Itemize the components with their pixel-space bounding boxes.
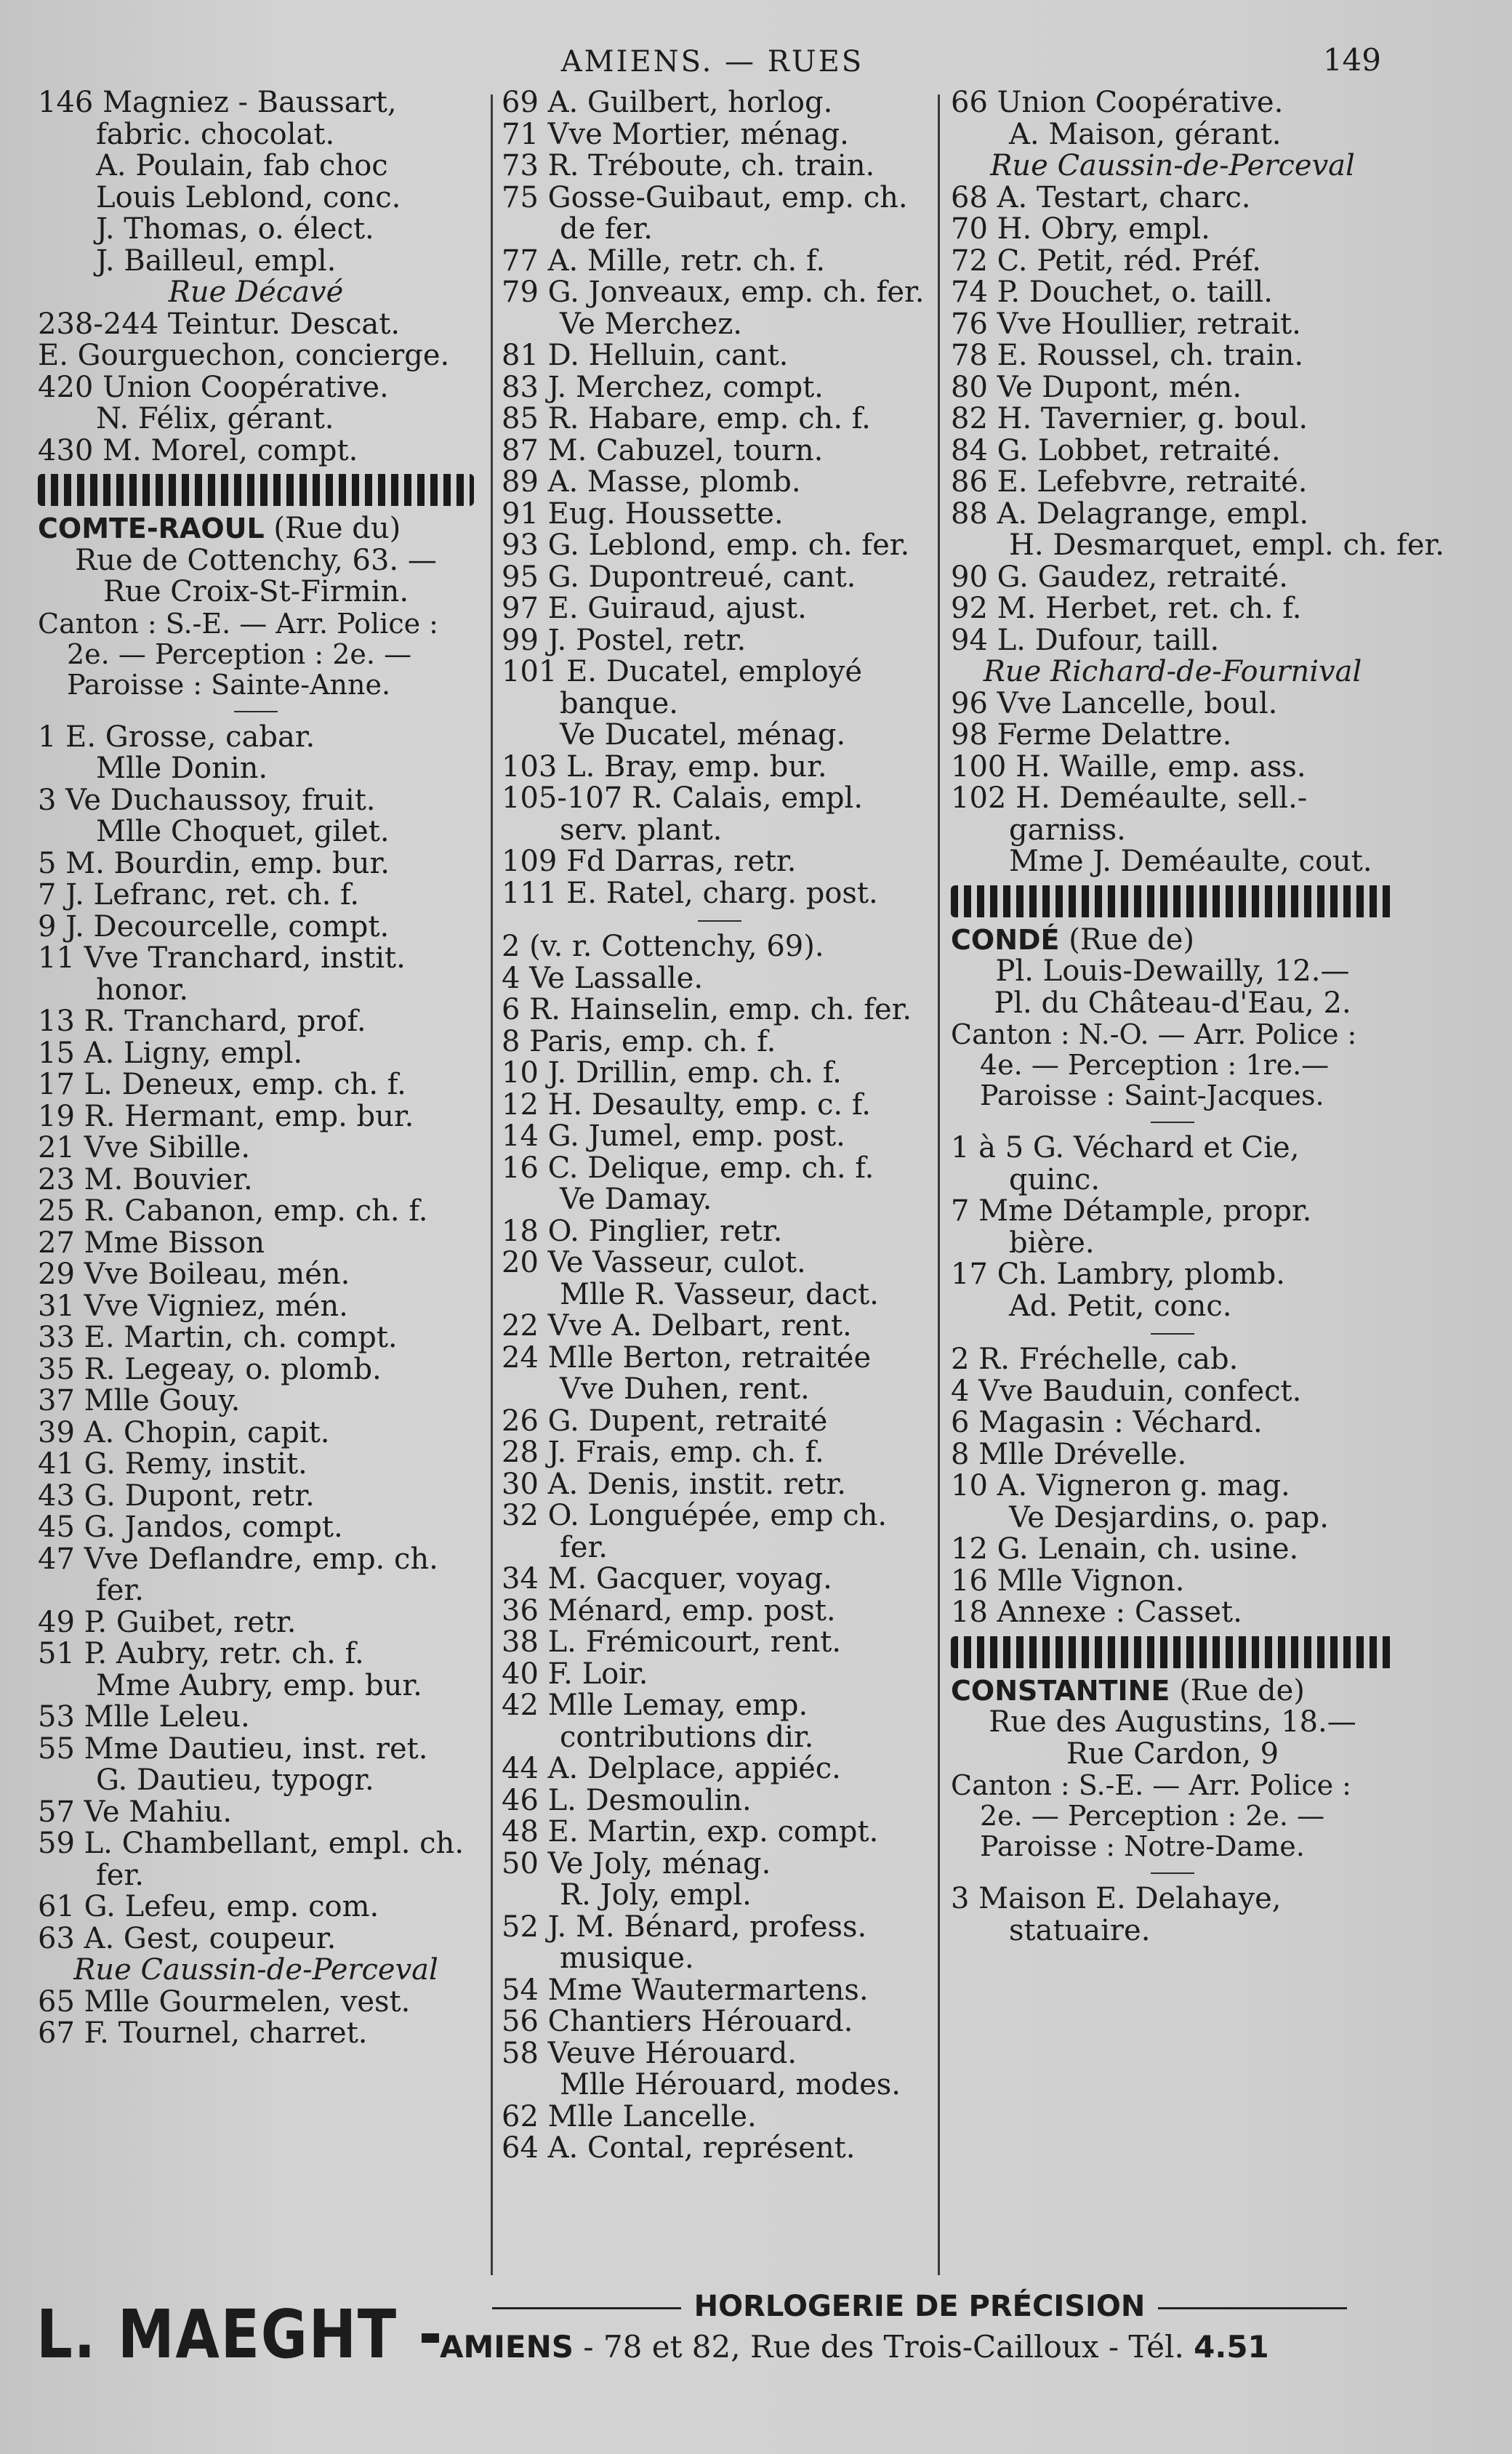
directory-entry: J. Bailleul, empl. [96, 244, 337, 278]
advertiser-name: L. MAEGHT - [36, 2296, 443, 2373]
street-heading [38, 513, 474, 545]
directory-entry: 84 G. Lobbet, retraité. [951, 433, 1281, 467]
ornamental-divider [951, 885, 1394, 917]
street-suffix: (Rue du) [264, 512, 401, 545]
directory-entry: 3 Ve Duchaussoy, fruit. [38, 783, 376, 817]
directory-entry: 67 F. Tournel, charret. [38, 2016, 368, 2050]
directory-entry: 26 G. Dupent, retraité [502, 1404, 828, 1438]
directory-entry: 11 Vve Tranchard, instit. honor. [38, 941, 406, 1007]
directory-entry: 76 Vve Houllier, retrait. [951, 307, 1301, 341]
directory-entry: 109 Fd Darras, retr. [502, 845, 797, 878]
page-header [0, 42, 1512, 86]
column-left [38, 87, 474, 2050]
street-name: COMTE-RAOUL [38, 512, 265, 544]
directory-entry: 3 Maison E. Delahaye, statuaire. [951, 1882, 1282, 1947]
directory-entry: 79 G. Jonveaux, emp. ch. fer. [502, 275, 925, 309]
street-heading [951, 1675, 1394, 1707]
directory-entry: 70 H. Obry, empl. [951, 212, 1210, 246]
directory-entry: 103 L. Bray, emp. bur. [502, 749, 827, 784]
directory-entry: 73 R. Tréboute, ch. train. [502, 149, 875, 182]
directory-entry: 430 M. Morel, compt. [38, 433, 358, 467]
advertiser-street: - 78 et 82, Rue des Trois-Cailloux - Tél. [574, 2329, 1194, 2365]
street-bounds: Rue Cardon, 9 [1066, 1737, 1279, 1771]
directory-entry: Ad. Petit, conc. [1009, 1289, 1232, 1323]
directory-entry: 30 A. Denis, instit. retr. [502, 1467, 846, 1501]
directory-entry: 69 A. Guilbert, horlog. [502, 86, 833, 119]
directory-entry: Mme J. Deméaulte, cout. [1009, 845, 1372, 878]
directory-entry: 50 Ve Joly, ménag. [502, 1846, 771, 1880]
page-number: 149 [1322, 42, 1381, 78]
directory-entry: 42 Mlle Lemay, emp. contributions dir. [502, 1689, 814, 1754]
directory-entry: 101 E. Ducatel, employé banque. [502, 655, 863, 720]
admin-info: Canton : S.-E. — Arr. Police : 2e. — Perception : 2e. — Paroisse : Notre-Dame. [951, 1769, 1351, 1862]
column-divider [938, 94, 940, 2275]
directory-entry: 10 A. Vigneron g. mag. [951, 1469, 1290, 1502]
directory-entry: 6 Magasin : Véchard. [951, 1406, 1263, 1439]
directory-entry: 80 Ve Dupont, mén. [951, 370, 1242, 404]
directory-entry: 75 Gosse-Guibaut, emp. ch. de fer. [502, 180, 908, 246]
directory-entry: 31 Vve Vigniez, mén. [38, 1289, 348, 1323]
directory-entry: 9 J. Decourcelle, compt. [38, 909, 390, 944]
directory-entry: 91 Eug. Houssette. [502, 496, 784, 531]
directory-entry: 66 Union Coopérative. [951, 86, 1284, 119]
directory-entry: 15 A. Ligny, empl. [38, 1036, 303, 1070]
directory-entry: 98 Ferme Delattre. [951, 718, 1232, 752]
street-suffix: (Rue de) [1059, 922, 1194, 957]
directory-entry: 61 G. Lefeu, emp. com. [38, 1890, 379, 1923]
admin-info: Canton : N.-O. — Arr. Police : 4e. — Perception : 1re.— Paroisse : Saint-Jacques. [951, 1018, 1357, 1111]
directory-entry: 46 L. Desmoulin. [502, 1783, 752, 1817]
directory-entry: 2 R. Fréchelle, cab. [951, 1343, 1239, 1376]
directory-entry: 4 Ve Lassalle. [502, 961, 704, 995]
directory-entry: 102 H. Deméaulte, sell.-garniss. [951, 781, 1308, 847]
directory-entry: 47 Vve Deflandre, emp. ch. fer. [38, 1542, 438, 1607]
directory-entry: 86 E. Lefebvre, retraité. [951, 465, 1308, 499]
directory-entry: 10 J. Drillin, emp. ch. f. [502, 1056, 842, 1090]
directory-entry: 36 Ménard, emp. post. [502, 1593, 836, 1628]
street-bounds: Pl. Louis-Dewailly, 12.— [995, 954, 1350, 988]
directory-entry: Ve Merchez. [560, 307, 742, 341]
advertiser-phone: 4.51 [1194, 2329, 1269, 2365]
directory-entry: 420 Union Coopérative. [38, 370, 389, 404]
directory-entry: 62 Mlle Lancelle. [502, 2099, 757, 2133]
directory-entry: Louis Leblond, conc. [96, 180, 401, 214]
section-rule [951, 1111, 1394, 1133]
directory-entry: Mlle Hérouard, modes. [560, 2068, 901, 2101]
directory-entry: 56 Chantiers Hérouard. [502, 2005, 853, 2038]
cross-street-label: Rue Caussin-de-Perceval [990, 149, 1355, 182]
directory-entry: 8 Mlle Drévelle. [951, 1437, 1187, 1471]
directory-entry: R. Joly, empl. [560, 1878, 752, 1912]
directory-entry: 19 R. Hermant, emp. bur. [38, 1099, 414, 1133]
ornamental-divider [38, 474, 474, 506]
directory-entry: E. Gourguechon, concierge. [38, 339, 450, 372]
directory-entry: Mlle R. Vasseur, dact. [560, 1277, 879, 1311]
directory-entry: 99 J. Postel, retr. [502, 623, 747, 657]
street-name: CONDÉ [951, 923, 1060, 956]
directory-entry: 8 Paris, emp. ch. f. [502, 1024, 776, 1058]
directory-entry: 105-107 R. Calais, empl. serv. plant. [502, 781, 864, 847]
directory-entry: Mlle Choquet, gilet. [96, 815, 390, 848]
section-rule [951, 1322, 1394, 1344]
directory-entry: 64 A. Contal, représent. [502, 2131, 856, 2165]
directory-entry: 90 G. Gaudez, retraité. [951, 560, 1289, 594]
cross-street-label: Rue Caussin-de-Perceval [73, 1953, 438, 1987]
directory-entry: 7 J. Lefranc, ret. ch. f. [38, 878, 360, 912]
directory-entry: 34 M. Gacquer, voyag. [502, 1562, 832, 1596]
street-bounds: Rue Croix-St-Firmin. [102, 575, 409, 608]
directory-entry: 23 M. Bouvier. [38, 1162, 253, 1196]
directory-entry: 18 Annexe : Casset. [951, 1596, 1242, 1629]
directory-entry: 78 E. Roussel, ch. train. [951, 339, 1304, 372]
directory-entry: 17 Ch. Lambry, plomb. [951, 1258, 1285, 1291]
directory-entry: 52 J. M. Bénard, profess. musique. [502, 1910, 867, 1975]
directory-entry: 87 M. Cabuzel, tourn. [502, 433, 824, 467]
directory-entry: 111 E. Ratel, charg. post. [502, 876, 878, 910]
directory-entry: 16 C. Delique, emp. ch. f. [502, 1151, 874, 1185]
street-bounds: Rue des Augustins, 18.— [989, 1705, 1356, 1739]
directory-entry: 22 Vve A. Delbart, rent. [502, 1309, 852, 1343]
directory-entry: 49 P. Guibet, retr. [38, 1605, 297, 1639]
directory-entry: 40 F. Loir. [502, 1657, 648, 1691]
directory-entry: 94 L. Dufour, taill. [951, 623, 1220, 657]
directory-entry: 81 D. Helluin, cant. [502, 339, 789, 372]
directory-entry: G. Dautieu, typogr. [96, 1763, 374, 1797]
directory-entry: 77 A. Mille, retr. ch. f. [502, 244, 826, 278]
directory-entry: 72 C. Petit, réd. Préf. [951, 244, 1262, 278]
directory-entry: 88 A. Delagrange, empl. [951, 496, 1309, 531]
directory-entry: 63 A. Gest, coupeur. [38, 1921, 337, 1955]
running-title: AMIENS. — RUES [560, 45, 864, 79]
directory-entry: Mlle Donin. [96, 752, 268, 785]
directory-entry: 51 P. Aubry, retr. ch. f. [38, 1637, 364, 1670]
directory-entry: 14 G. Jumel, emp. post. [502, 1119, 845, 1153]
directory-entry: 45 G. Jandos, compt. [38, 1510, 343, 1544]
directory-entry: 53 Mlle Leleu. [38, 1700, 250, 1734]
directory-entry: 74 P. Douchet, o. taill. [951, 275, 1273, 309]
directory-entry: Ve Ducatel, ménag. [560, 718, 846, 752]
directory-entry: 95 G. Dupontreué, cant. [502, 560, 856, 594]
directory-entry: 17 L. Deneux, emp. ch. f. [38, 1068, 406, 1101]
directory-entry: Ve Desjardins, o. pap. [1009, 1500, 1329, 1534]
directory-entry: 44 A. Delplace, appiéc. [502, 1752, 841, 1785]
directory-entry: 43 G. Dupont, retr. [38, 1479, 315, 1513]
advertiser-address [440, 2329, 1269, 2365]
directory-entry: 54 Mme Wautermartens. [502, 1973, 869, 2007]
cross-street-label: Rue Richard-de-Fournival [983, 655, 1362, 688]
column-middle [502, 87, 938, 2165]
directory-entry: 5 M. Bourdin, emp. bur. [38, 846, 390, 880]
directory-entry: 1 à 5 G. Véchard et Cie, quinc. [951, 1131, 1300, 1196]
directory-entry: Vve Duhen, rent. [560, 1372, 810, 1406]
directory-entry: 146 Magniez - Baussart, fabric. chocolat. [38, 86, 397, 151]
admin-info: Canton : S.-E. — Arr. Police : 2e. — Perception : 2e. — Paroisse : Sainte-Anne. [38, 607, 438, 701]
directory-entry: 89 A. Masse, plomb. [502, 465, 801, 499]
directory-entry: 25 R. Cabanon, emp. ch. f. [38, 1194, 428, 1228]
directory-entry: 58 Veuve Hérouard. [502, 2036, 797, 2070]
directory-entry: A. Poulain, fab choc [96, 149, 388, 182]
directory-entry: 13 R. Tranchard, prof. [38, 1005, 366, 1038]
directory-entry: 32 O. Longuépée, emp ch. fer. [502, 1499, 888, 1564]
directory-entry: 55 Mme Dautieu, inst. ret. [38, 1731, 428, 1766]
directory-entry: 4 Vve Bauduin, confect. [951, 1374, 1302, 1408]
directory-entry: J. Thomas, o. élect. [96, 212, 374, 246]
directory-entry: 33 E. Martin, ch. compt. [38, 1321, 398, 1354]
directory-entry: 57 Ve Mahiu. [38, 1795, 233, 1829]
directory-entry: 38 L. Frémicourt, rent. [502, 1625, 842, 1659]
street-heading [951, 922, 1394, 957]
directory-entry: 2 (v. r. Cottenchy, 69). [502, 930, 824, 963]
directory-entry: N. Félix, gérant. [96, 402, 334, 435]
directory-entry: 37 Mlle Gouy. [38, 1384, 241, 1417]
directory-entry: 6 R. Hainselin, emp. ch. fer. [502, 993, 912, 1026]
directory-entry: A. Maison, gérant. [1009, 117, 1282, 151]
advertisement-footer [36, 2290, 1403, 2373]
directory-entry: 59 L. Chambellant, empl. ch. fer. [38, 1827, 465, 1892]
section-rule [502, 909, 938, 931]
directory-entry: 100 H. Waille, emp. ass. [951, 749, 1306, 784]
directory-entry: 18 O. Pinglier, retr. [502, 1214, 783, 1248]
directory-entry: 83 J. Merchez, compt. [502, 370, 824, 404]
section-rule [38, 700, 474, 722]
directory-entry: 41 G. Remy, instit. [38, 1447, 307, 1481]
directory-entry: Ve Damay. [560, 1183, 712, 1216]
street-bounds: Pl. du Château-d'Eau, 2. [994, 986, 1351, 1020]
directory-entry: 16 Mlle Vignon. [951, 1564, 1185, 1598]
directory-entry: 93 G. Leblond, emp. ch. fer. [502, 528, 910, 562]
directory-entry: 27 Mme Bisson [38, 1226, 265, 1260]
directory-entry: 12 H. Desaulty, emp. c. f. [502, 1087, 871, 1122]
directory-entry: Mme Aubry, emp. bur. [96, 1668, 422, 1702]
advertiser-tagline: HORLOGERIE DE PRÉCISION [440, 2290, 1399, 2323]
cross-street-label: Rue Décavé [168, 275, 344, 309]
section-rule [951, 1862, 1394, 1883]
directory-entry: 1 E. Grosse, cabar. [38, 720, 315, 754]
directory-entry: 65 Mlle Gourmelen, vest. [38, 1984, 411, 2019]
ornamental-divider [951, 1636, 1394, 1668]
directory-entry: 7 Mme Détample, propr. bière. [951, 1194, 1312, 1260]
directory-entry: H. Desmarquet, empl. ch. fer. [1009, 528, 1444, 562]
directory-entry: 12 G. Lenain, ch. usine. [951, 1532, 1299, 1566]
directory-entry: 85 R. Habare, emp. ch. f. [502, 402, 871, 435]
directory-entry: 24 Mlle Berton, retraitée [502, 1340, 872, 1375]
directory-entry: 92 M. Herbet, ret. ch. f. [951, 592, 1302, 625]
directory-entry: 82 H. Tavernier, g. boul. [951, 402, 1308, 435]
directory-entry: 238-244 Teintur. Descat. [38, 307, 401, 341]
advertiser-city: AMIENS [440, 2329, 574, 2365]
directory-entry: 29 Vve Boileau, mén. [38, 1258, 350, 1291]
directory-entry: 96 Vve Lancelle, boul. [951, 686, 1278, 720]
street-suffix: (Rue de) [1170, 1673, 1305, 1707]
column-divider [491, 94, 493, 2275]
directory-entry: 28 J. Frais, emp. ch. f. [502, 1436, 824, 1469]
directory-entry: 68 A. Testart, charc. [951, 180, 1251, 214]
directory-entry: 39 A. Chopin, capit. [38, 1415, 330, 1449]
directory-entry: 48 E. Martin, exp. compt. [502, 1815, 879, 1848]
street-bounds: Rue de Cottenchy, 63. — [75, 543, 437, 577]
street-name: CONSTANTINE [951, 1674, 1170, 1707]
directory-entry: 21 Vve Sibille. [38, 1131, 251, 1164]
directory-entry: 97 E. Guiraud, ajust. [502, 592, 807, 625]
column-right [951, 86, 1444, 1947]
directory-entry: 20 Ve Vasseur, culot. [502, 1246, 806, 1279]
directory-entry: 71 Vve Mortier, ménag. [502, 117, 849, 151]
directory-entry: 35 R. Legeay, o. plomb. [38, 1352, 382, 1386]
